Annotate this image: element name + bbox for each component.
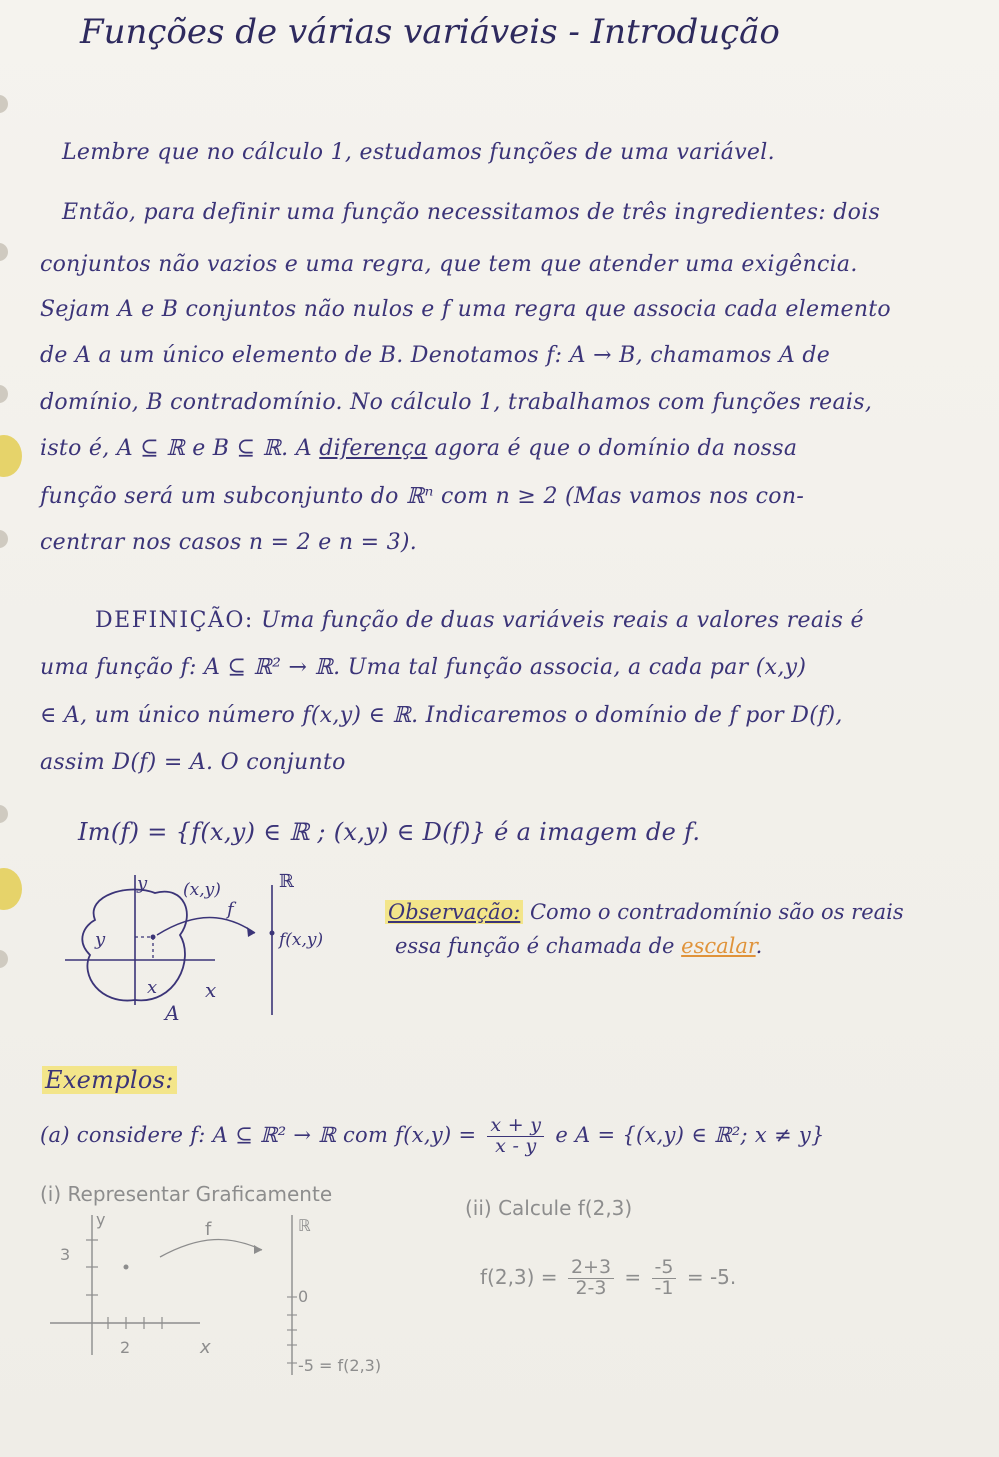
- text-fragment: isto é, A ⊆ ℝ e B ⊆ ℝ. A: [40, 436, 312, 461]
- observation-line: [395, 934, 762, 958]
- fraction: [568, 1258, 614, 1299]
- definition-line: assim D(f) = A. O conjunto: [40, 750, 346, 775]
- fraction-numerator: x + y: [487, 1116, 544, 1137]
- fraction-denominator: x - y: [495, 1134, 537, 1157]
- text-fragment: = -5.: [686, 1264, 737, 1289]
- example-diagram: [40, 1205, 420, 1385]
- text-line: conjuntos não vazios e uma regra, que tem que atender uma exigência.: [40, 252, 858, 277]
- fraction-denominator: -1: [654, 1276, 674, 1299]
- codomain-label: ℝ: [279, 871, 294, 892]
- x-axis-label: x: [200, 1337, 211, 1358]
- text-fragment: =: [624, 1264, 642, 1289]
- definition-line: ∈ A, um único número f(x,y) ∈ ℝ. Indicaremos o domínio de f por D(f),: [40, 703, 843, 728]
- fraction-numerator: 2+3: [568, 1258, 614, 1279]
- arrowhead: [254, 1245, 262, 1254]
- point-label: (x,y): [183, 880, 221, 900]
- examples-heading: [42, 1066, 975, 1094]
- text-line: Sejam A e B conjuntos não nulos e f uma regra que associa cada elemento: [40, 297, 891, 322]
- binder-hole: [0, 385, 8, 403]
- definition-line: uma função f: A ⊆ ℝ² → ℝ. Uma tal função associa, a cada par (x,y): [40, 655, 807, 680]
- y-tick-label: 3: [60, 1245, 71, 1264]
- binder-hole: [0, 530, 8, 548]
- text-line: de A a um único elemento de B. Denotamos f: A → B, chamamos A de: [40, 343, 831, 368]
- point-dot: [151, 935, 156, 940]
- text-fragment: f(2,3) =: [480, 1264, 558, 1289]
- image-formula: Im(f) = {f(x,y) ∈ ℝ ; (x,y) ∈ D(f)} é a imagem de f.: [78, 818, 701, 846]
- text-fragment: Uma função de duas variáveis reais a valores reais é: [261, 608, 864, 633]
- text-line: função será um subconjunto do ℝⁿ com n ≥ 2 (Mas vamos nos con-: [40, 484, 805, 509]
- text-fragment: .: [755, 934, 763, 958]
- text-line: [40, 436, 975, 461]
- text-line: Lembre que no cálculo 1, estudamos funções de uma variável.: [62, 140, 775, 165]
- y-tick-label: y: [95, 929, 106, 950]
- function-label: f: [205, 1219, 212, 1240]
- point-dot: [124, 1265, 129, 1270]
- page-title: Funções de várias variáveis - Introdução: [80, 12, 780, 52]
- y-axis-label: y: [96, 1210, 106, 1229]
- text-fragment: agora é que o domínio da nossa: [434, 436, 798, 461]
- value-label: f(x,y): [279, 930, 324, 950]
- fraction-denominator: 2-3: [575, 1276, 607, 1299]
- codomain-label: ℝ: [298, 1216, 311, 1235]
- x-axis-label: x: [205, 978, 217, 1002]
- text-line: centrar nos casos n = 2 e n = 3).: [40, 530, 418, 555]
- binder-hole: [0, 805, 8, 823]
- map-arrow: [160, 1240, 262, 1257]
- examples-label: Exemplos:: [42, 1066, 177, 1094]
- set-label: A: [165, 1001, 180, 1025]
- observation-label: Observação:: [385, 900, 523, 924]
- x-tick-label: x: [147, 977, 158, 998]
- observation-line: [385, 900, 904, 924]
- fraction: [652, 1258, 677, 1299]
- binder-hole: [0, 243, 8, 261]
- text-fragment: essa função é chamada de: [395, 934, 675, 958]
- underlined-word: diferença: [319, 436, 428, 461]
- definition-line: [95, 608, 975, 633]
- binder-hole: [0, 95, 8, 113]
- example-a-line: [40, 1116, 975, 1157]
- x-tick-label: 2: [120, 1338, 131, 1357]
- text-fragment: (a) considere f: A ⊆ ℝ² → ℝ com f(x,y) =: [40, 1122, 477, 1147]
- calculation: [480, 1258, 736, 1299]
- text-line: domínio, B contradomínio. No cálculo 1, trabalhamos com funções reais,: [40, 390, 873, 415]
- highlighted-word: escalar: [681, 934, 756, 958]
- text-fragment: Como o contradomínio são os reais: [529, 900, 904, 924]
- text-line: Então, para definir uma função necessitamos de três ingredientes: dois: [62, 200, 881, 225]
- part-i-label: (i) Representar Graficamente: [40, 1182, 333, 1206]
- definition-label: DEFINIÇÃO:: [95, 608, 254, 633]
- function-diagram: [55, 865, 355, 1035]
- function-label: f: [227, 899, 234, 920]
- zero-label: 0: [298, 1287, 309, 1306]
- yellow-tab: [0, 868, 22, 910]
- text-fragment: e A = {(x,y) ∈ ℝ²; x ≠ y}: [555, 1122, 825, 1147]
- y-axis-label: y: [137, 873, 148, 894]
- binder-hole: [0, 950, 8, 968]
- fraction: [487, 1116, 544, 1157]
- value-label: -5 = f(2,3): [298, 1356, 382, 1375]
- yellow-tab: [0, 435, 22, 477]
- part-ii-label: (ii) Calcule f(2,3): [465, 1196, 633, 1220]
- map-arrow: [157, 918, 255, 935]
- fraction-numerator: -5: [652, 1258, 677, 1279]
- image-dot: [270, 931, 275, 936]
